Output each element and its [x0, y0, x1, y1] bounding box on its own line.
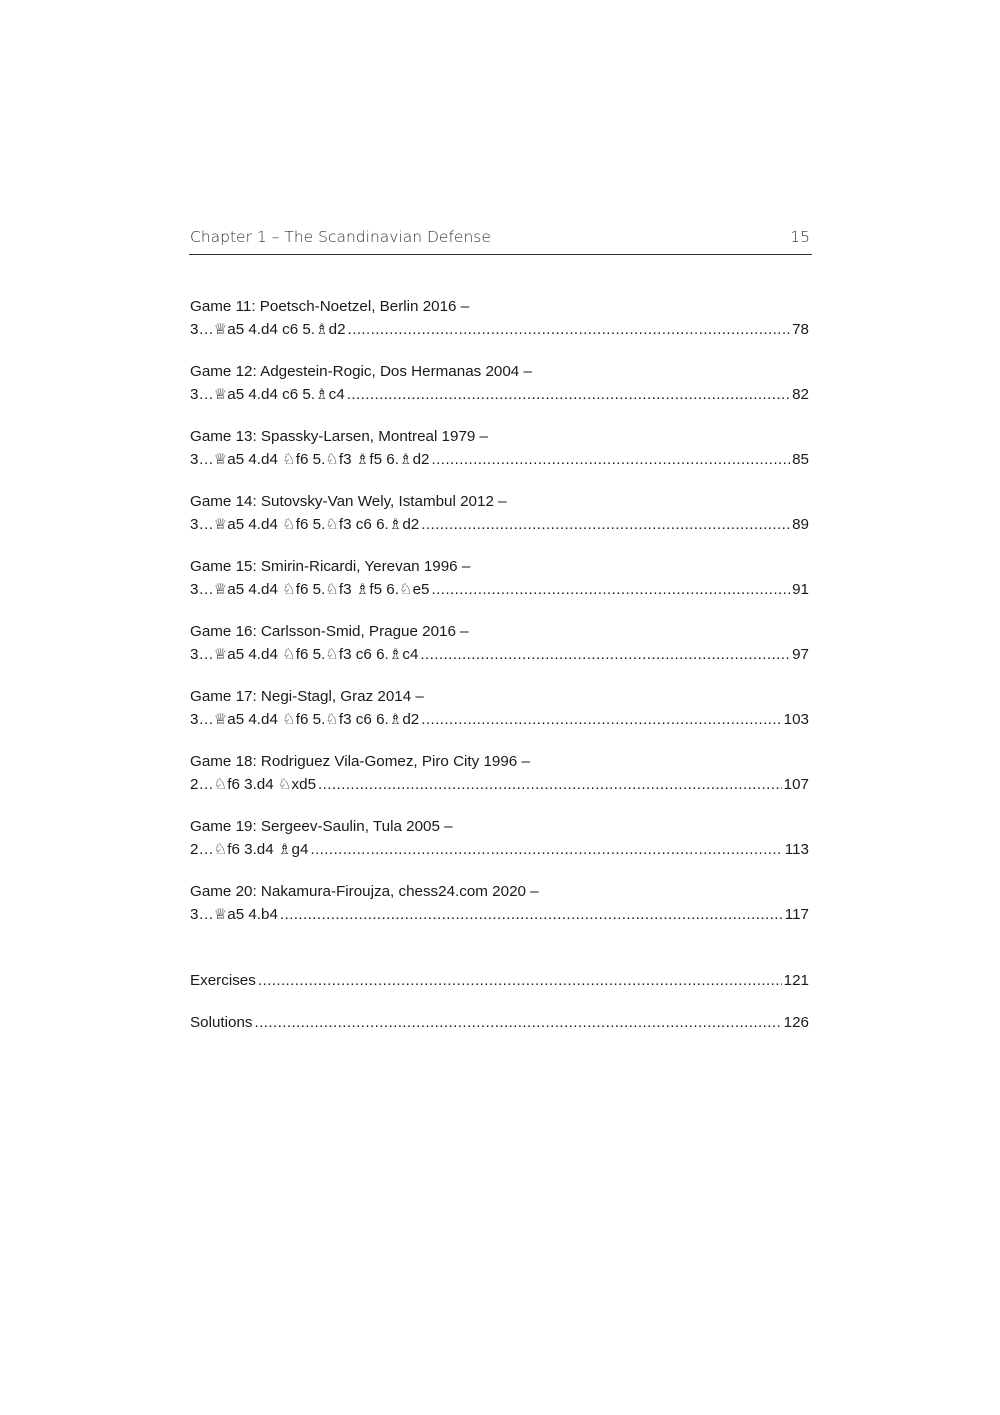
section-gap — [190, 945, 809, 969]
toc-entry-game[interactable] — [190, 620, 809, 666]
page-reference: 117 — [784, 906, 809, 923]
opening-moves: 3…♕a5 4.d4 ♘f6 5.♘f3 c6 6.♗d2 — [190, 516, 420, 533]
dot-leader — [318, 773, 782, 796]
moves-line — [190, 643, 809, 666]
dot-leader — [420, 643, 790, 666]
page-reference: 85 — [792, 451, 809, 468]
toc-entry-solutions[interactable] — [190, 1011, 809, 1034]
page-reference: 82 — [792, 386, 809, 403]
toc-entry-exercises[interactable] — [190, 969, 809, 992]
page-reference: 78 — [792, 321, 809, 338]
moves-line — [190, 773, 809, 796]
page-reference: 113 — [784, 841, 809, 858]
opening-moves: 3…♕a5 4.d4 ♘f6 5.♘f3 c6 6.♗c4 — [190, 646, 419, 663]
opening-moves: 3…♕a5 4.d4 ♘f6 5.♘f3 ♗f5 6.♘e5 — [190, 581, 430, 598]
page-reference: 103 — [783, 711, 809, 728]
toc-entry-game[interactable] — [190, 490, 809, 536]
toc-entry-game[interactable] — [190, 815, 809, 861]
toc-entry-game[interactable] — [190, 555, 809, 601]
game-title: Game 13: Spassky-Larsen, Montreal 1979 – — [190, 428, 489, 445]
opening-moves: 2…♘f6 3.d4 ♘xd5 — [190, 776, 317, 793]
dot-leader — [421, 708, 781, 731]
moves-line — [190, 448, 809, 471]
dot-leader — [280, 903, 783, 926]
toc-entry-game[interactable] — [190, 425, 809, 471]
game-title: Game 19: Sergeev-Saulin, Tula 2005 – — [190, 818, 453, 835]
page-reference: 91 — [792, 581, 809, 598]
toc-entry-game[interactable] — [190, 685, 809, 731]
game-title: Game 11: Poetsch-Noetzel, Berlin 2016 – — [190, 298, 470, 315]
dot-leader — [258, 969, 782, 992]
toc-entry-game[interactable] — [190, 295, 809, 341]
moves-line — [190, 513, 809, 536]
page-reference: 126 — [783, 1014, 809, 1031]
games-list — [190, 295, 809, 926]
game-title: Game 18: Rodriguez Vila-Gomez, Piro City 1996 – — [190, 753, 530, 770]
opening-moves: 3…♕a5 4.d4 ♘f6 5.♘f3 ♗f5 6.♗d2 — [190, 451, 430, 468]
game-title: Game 17: Negi-Stagl, Graz 2014 – — [190, 688, 424, 705]
back-matter-list — [190, 969, 809, 1034]
opening-moves: 3…♕a5 4.d4 c6 5.♗d2 — [190, 321, 346, 338]
toc-entry-game[interactable] — [190, 360, 809, 406]
dot-leader — [432, 578, 791, 601]
opening-moves: 3…♕a5 4.d4 c6 5.♗c4 — [190, 386, 345, 403]
moves-line — [190, 578, 809, 601]
page-reference: 107 — [783, 776, 809, 793]
opening-moves: 3…♕a5 4.d4 ♘f6 5.♘f3 c6 6.♗d2 — [190, 711, 420, 728]
page-reference: 97 — [792, 646, 809, 663]
moves-line — [190, 318, 809, 341]
opening-moves: 3…♕a5 4.b4 — [190, 906, 278, 923]
running-header — [189, 226, 812, 255]
section-label: Exercises — [190, 972, 256, 989]
game-title: Game 15: Smirin-Ricardi, Yerevan 1996 – — [190, 558, 471, 575]
game-title: Game 12: Adgestein-Rogic, Dos Hermanas 2004 – — [190, 363, 532, 380]
game-title: Game 14: Sutovsky-Van Wely, Istambul 2012 – — [190, 493, 507, 510]
game-title: Game 20: Nakamura-Firoujza, chess24.com 2020 – — [190, 883, 539, 900]
table-of-contents — [190, 295, 809, 1053]
moves-line — [190, 838, 809, 861]
game-title: Game 16: Carlsson-Smid, Prague 2016 – — [190, 623, 469, 640]
toc-entry-game[interactable] — [190, 750, 809, 796]
dot-leader — [310, 838, 782, 861]
dot-leader — [347, 383, 790, 406]
page-reference: 89 — [792, 516, 809, 533]
moves-line — [190, 903, 809, 926]
page-reference: 121 — [783, 972, 809, 989]
opening-moves: 2…♘f6 3.d4 ♗g4 — [190, 841, 309, 858]
section-label: Solutions — [190, 1014, 253, 1031]
moves-line — [190, 383, 809, 406]
page-number: 15 — [790, 228, 810, 246]
chapter-title: Chapter 1 – The Scandinavian Defense — [190, 228, 491, 246]
dot-leader — [421, 513, 790, 536]
moves-line — [190, 708, 809, 731]
dot-leader — [348, 318, 791, 341]
dot-leader — [254, 1011, 781, 1034]
toc-entry-game[interactable] — [190, 880, 809, 926]
dot-leader — [432, 448, 791, 471]
